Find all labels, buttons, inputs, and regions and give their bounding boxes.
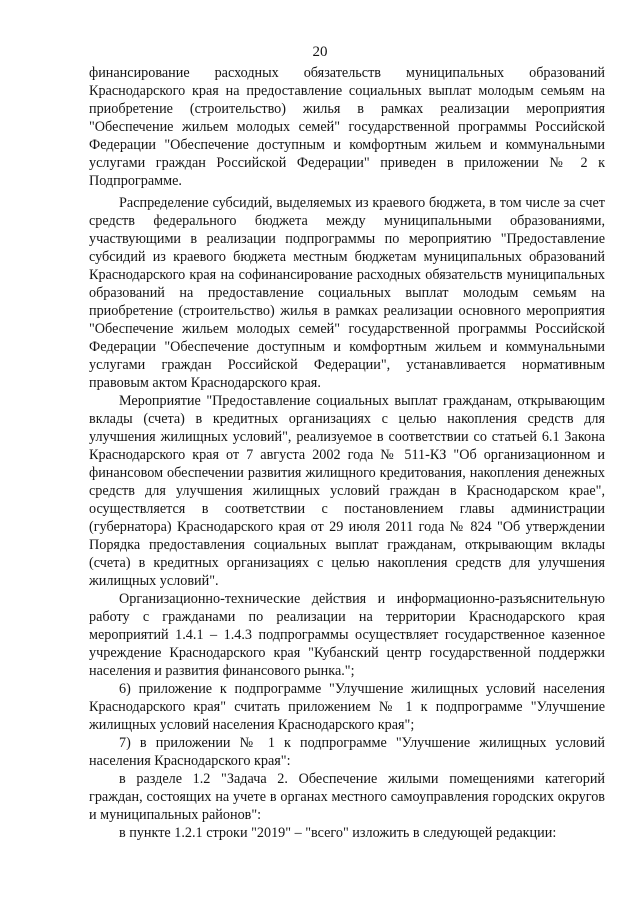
document-body [89,64,605,842]
paragraph: финансирование расходных обязательств муниципальных образований Краснодарского края на предоставление социальных выплат молодым семьям на приобретение (строительство) жилья в рамках реализации мероприятия "Обеспечение жильем молодых семей" государственной программы Российской Федерации "Обеспечение доступным и комфортным жильем и коммунальными услугами граждан Российской Федерации" приведен в приложении № 2 к Подпрограмме. [89,65,605,189]
paragraph: в разделе 1.2 "Задача 2. Обеспечение жилыми помещениями категорий граждан, состоящих на учете в органах местного самоуправления городских округов и муниципальных районов": [89,771,605,823]
paragraph: в пункте 1.2.1 строки "2019" – "всего" изложить в следующей редакции: [119,825,557,841]
paragraph: 7) в приложении № 1 к подпрограмме "Улучшение жилищных условий населения Краснодарского края": [89,735,605,769]
paragraph: 6) приложение к подпрограмме "Улучшение жилищных условий населения Краснодарского края" считать приложением № 1 к подпрограмме "Улучшение жилищных условий населения Краснодарского края"; [89,681,605,733]
paragraph: Распределение субсидий, выделяемых из краевого бюджета, в том числе за счет средств федерального бюджета между муниципальными образованиями, участвующими в реализации подпрограммы по мероприятию "Предоставление субсидий из краевого бюджета местным бюджетам муниципальных образований Краснодарского края на софинансирование расходных обязательств муниципальных образований на предоставление социальных выплат молодым семьям на приобретение (строительство) жилья в рамках реализации основного мероприятия "Обеспечение жильем молодых семей" государственной программы Российской Федерации "Обеспечение доступным и комфортным жильем и коммунальными услугами граждан Российской Федерации", устанавливается нормативным правовым актом Краснодарского края. [89,195,605,391]
page-number: 20 [312,44,328,60]
paragraph: Организационно-технические действия и информационно-разъяснительную работу с гражданами по реализации на территории Краснодарского края мероприятий 1.4.1 – 1.4.3 подпрограммы осуществляет государственное казенное учреждение Краснодарского края "Кубанский центр государственной поддержки населения и развития финансового рынка."; [89,591,605,679]
paragraph: Мероприятие "Предоставление социальных выплат гражданам, открывающим вклады (счета) в кредитных организациях с целью накопления средств для улучшения жилищных условий", реализуемое в соответствии со статьей 6.1 Закона Краснодарского края от 7 августа 2002 года № 511-КЗ "Об организационном и финансовом обеспечении развития жилищного кредитования, накопления денежных средств для улучшения жилищных условий граждан в Краснодарском крае", осуществляется в соответствии с постановлением главы администрации (губернатора) Краснодарского края от 29 июля 2011 года № 824 "Об утверждении Порядка предоставления социальных выплат гражданам, открывающим вклады (счета) в кредитных организациях с целью накопления средств для улучшения жилищных условий". [89,393,605,589]
